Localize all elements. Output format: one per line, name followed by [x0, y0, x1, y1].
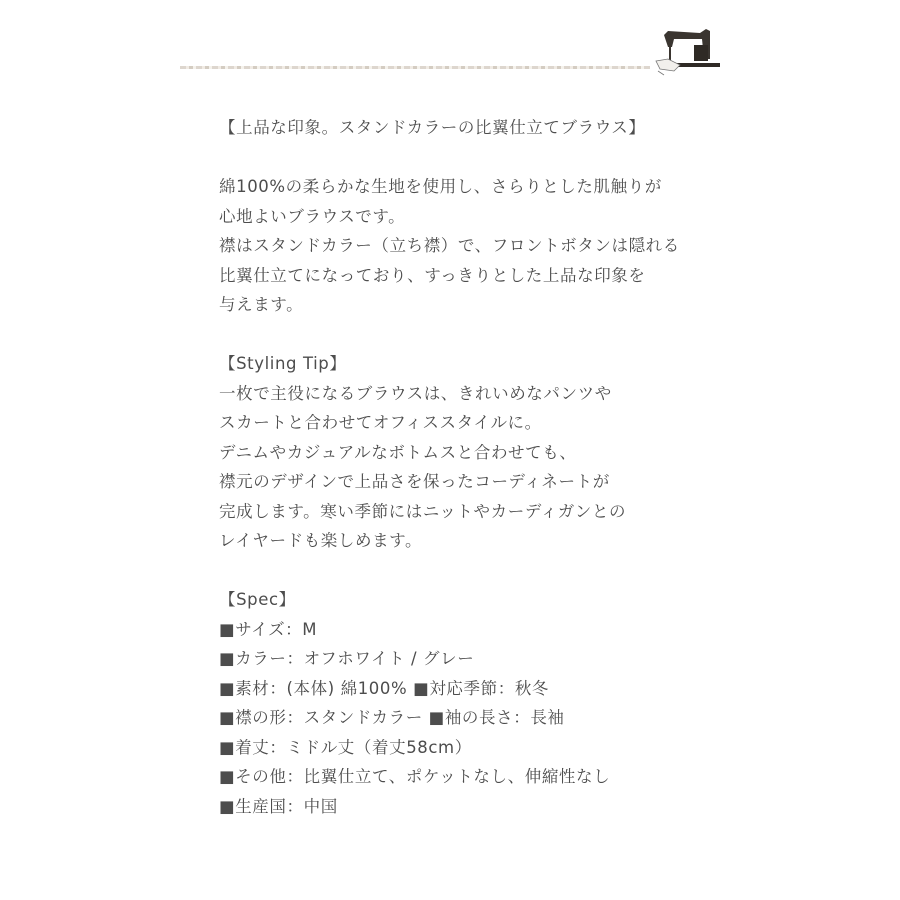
styling-line: 完成します。寒い季節にはニットやカーディガンとの: [219, 501, 627, 521]
spec-other: ■その他：比翼仕立て、ポケットなし、伸縮性なし: [219, 767, 611, 786]
spec-color: ■カラー：オフホワイト / グレー: [219, 649, 475, 668]
spec-origin: ■生産国：中国: [219, 796, 338, 816]
styling-line: 襟元のデザインで上品さを保ったコーディネートが: [219, 472, 610, 491]
description-line: 比翼仕立てになっており、すっきりとした上品な印象を: [219, 265, 646, 285]
styling-line: デニムやカジュアルなボトムスと合わせても、: [219, 442, 577, 462]
spec-length: ■着丈：ミドル丈（着丈58cm）: [219, 737, 472, 757]
sewing-machine-icon: [650, 25, 722, 80]
description-line: 襟はスタンドカラー（立ち襟）で、フロントボタンは隠れる: [219, 236, 680, 255]
decorative-divider: [180, 66, 650, 69]
styling-line: レイヤードも楽しめます。: [219, 531, 423, 550]
spec-material: ■素材：(本体) 綿100% ■対応季節：秋冬: [219, 678, 550, 698]
description-line: 綿100%の柔らかな生地を使用し、さらりとした肌触りが: [219, 177, 662, 196]
styling-line: 一枚で主役になるブラウスは、きれいめなパンツや: [219, 383, 612, 403]
spec-size: ■サイズ：M: [219, 619, 318, 639]
product-description: [219, 113, 699, 821]
description-line: 心地よいブラウスです。: [219, 206, 406, 226]
product-title: 【上品な印象。スタンドカラーの比翼仕立てブラウス】: [219, 118, 646, 137]
description-line: 与えます。: [219, 295, 304, 314]
styling-heading: 【Styling Tip】: [219, 354, 347, 373]
styling-line: スカートと合わせてオフィススタイルに。: [219, 413, 542, 432]
spec-collar: ■襟の形：スタンドカラー ■袖の長さ：長袖: [219, 708, 565, 727]
spec-heading: 【Spec】: [219, 590, 296, 609]
